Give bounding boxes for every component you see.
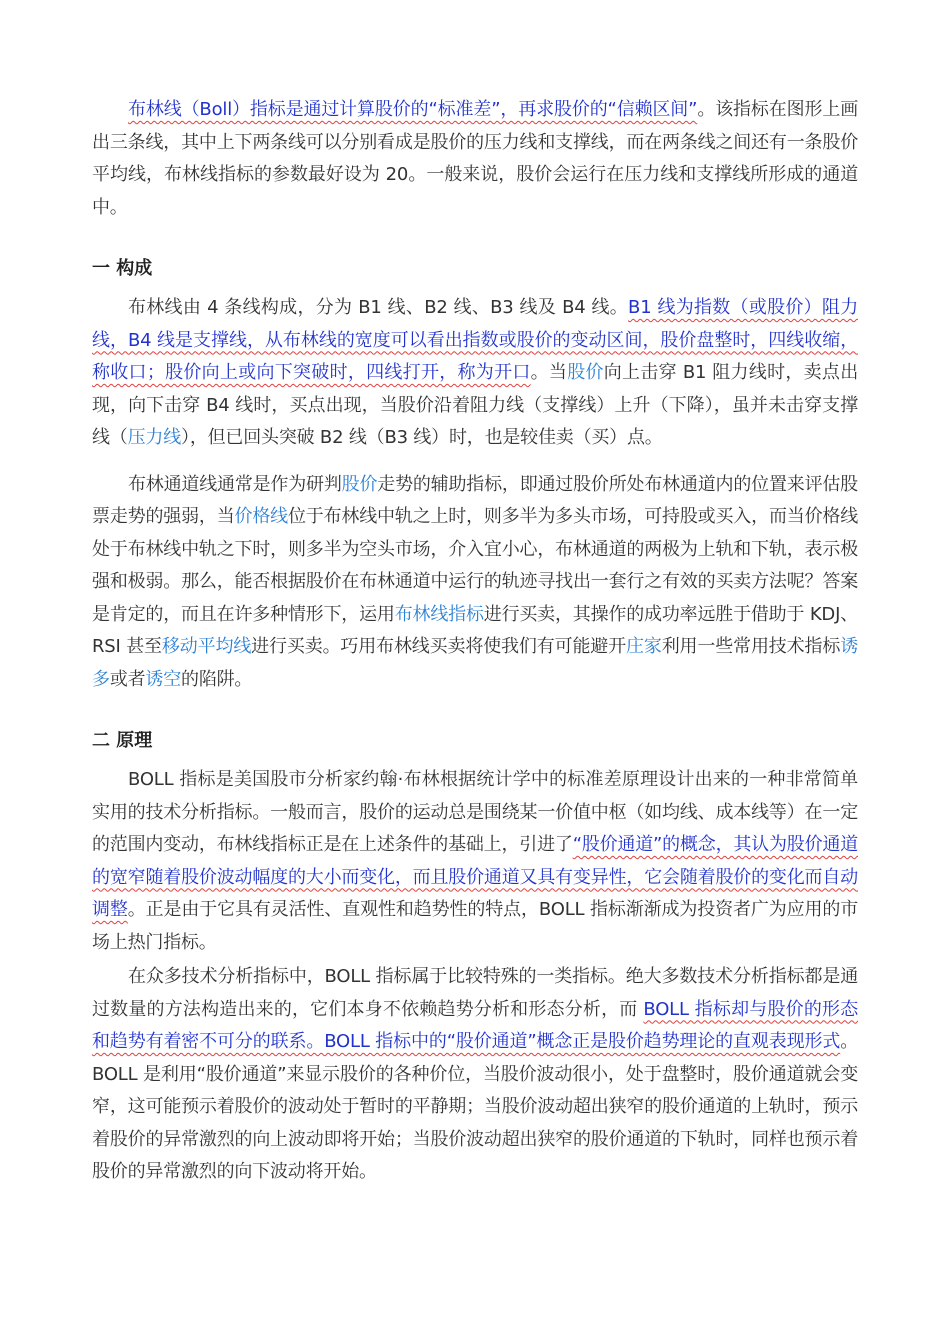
paragraph-text: 。BOLL 是利用“股价通道”来显示股价的各种价位，当股价波动很小，处于盘整时，股价通道就会变窄，这可能预示着股价的波动处于暂时的平静期；当股价波动超出狭窄的股价通道的上轨时，预示着股价的异常激烈的向上波动即将开始；当股价波动超出狭窄的股价通道的下轨时，同样也预示着股价的异常激烈的向下波动将开始。 [92,1031,858,1182]
paragraph-text: 向上击穿 B1 阻力线时，卖点出现，向下击穿 B4 线时，买点出现，当股价沿着阻力线（支撑线）上升（下降），虽并未击穿支撑线（ [92,362,859,448]
paragraph-text: 布林线由 4 条线构成，分为 B1 线、B2 线、B3 线及 B4 线。 [128,297,629,318]
principle-paragraph [92,764,858,959]
paragraph-text: 的陷阱。 [181,668,253,690]
paragraph-text: BOLL 指标是美国股市分析家约翰·布林根据统计学中的标准差原理设计出来的一种非常简单实用的技术分析指标。一般而言，股价的运动总是围绕某一价值中枢（如均线、成本线等）在一定的范围内变动，布林线指标正是在上述条件的基础上，引进了 [92,769,858,855]
link-pressure-line[interactable]: 压力线 [127,427,182,448]
link-market-maker[interactable]: 庄家 [626,636,662,657]
link-price-line[interactable]: 价格线 [234,506,288,527]
link-stock-price[interactable]: 股价 [341,473,378,495]
link-bollinger-indicator[interactable]: 布林线指标 [394,603,484,625]
paragraph-text: 在众多技术分析指标中，BOLL 指标属于比较特殊的一类指标。绝大多数技术分析指标都是通过数量的方法构造出来的，它们本身不依赖趋势分析和形态分析，而 [92,966,858,1020]
paragraph-text: 进行买卖，其操作的成功率远胜于借助于 KDJ、RSI 甚至 [92,603,858,657]
link-stock-price[interactable]: 股价 [567,362,604,383]
paragraph-text: 利用一些常用技术指标 [661,636,841,657]
paragraph-text: 布林通道线通常是作为研判 [128,473,342,495]
highlighted-text: BOLL 指标却与股价的形态和趋势有着密不可分的联系。BOLL 指标中的“股价通道”概念正是股价趋势理论的直观表现形式 [92,998,858,1052]
link-moving-average[interactable]: 移动平均线 [161,636,252,657]
paragraph-text: 走势的辅助指标，即通过股价所处布林通道内的位置来评估股票走势的强弱，当 [92,473,858,527]
highlighted-text: B1 线为指数（或股价）阻力线，B4 线是支撑线，从布林线的宽度可以看出指数或股价的变动区间，股价盘整时，四线收缩，称收口；股价向上或向下突破时，四线打开，称为开口 [92,297,858,383]
paragraph-text: 。该指标在图形上画出三条线，其中上下两条线可以分别看成是股价的压力线和支撑线，而在两条线之间还有一条股价平均线，布林线指标的参数最好设为 20。一般来说，股价会运行在压力线和支撑线所形成的通道中。 [92,99,858,218]
link-bear-trap[interactable]: 诱空 [145,668,182,690]
paragraph-text: 进行买卖。巧用布林线买卖将使我们有可能避开 [251,636,626,657]
technical-analysis-paragraph [92,961,858,1189]
highlighted-text: “股价通道”的概念，其认为股价通道的宽窄随着股价波动幅度的大小而变化，而且股价通道又具有变异性，它会随着股价的变化而自动调整 [92,834,858,920]
paragraph-text: 位于布林线中轨之上时，则多半为多头市场，可持股或买入，而当价格线处于布林线中轨之下时，则多半为空头市场，介入宜小心，布林通道的两极为上轨和下轨，表示极强和极弱。那么，能否根据股价在布林通道中运行的轨迹寻找出一套行之有效的买卖方法呢？答案是肯定的，而且在许多种情形下，运用 [92,506,858,625]
composition-paragraph [92,292,858,455]
paragraph-text: 。正是由于它具有灵活性、直观性和趋势性的特点，BOLL 指标渐渐成为投资者广为应用的市场上热门指标。 [92,899,859,953]
paragraph-text: ），但已回头突破 B2 线（B3 线）时，也是较佳卖（买）点。 [181,427,663,448]
intro-paragraph [92,94,858,224]
section-heading-composition: 一 构成 [92,258,153,279]
section-heading-principle: 二 原理 [92,730,153,751]
highlighted-text: 布林线（Boll）指标是通过计算股价的“标准差”，再求股价的“信赖区间” [128,99,698,120]
link-bull-trap[interactable]: 诱多 [92,636,859,690]
paragraph-text: 或者 [109,668,146,690]
paragraph-text: 。当 [530,362,568,383]
channel-paragraph [92,469,858,697]
